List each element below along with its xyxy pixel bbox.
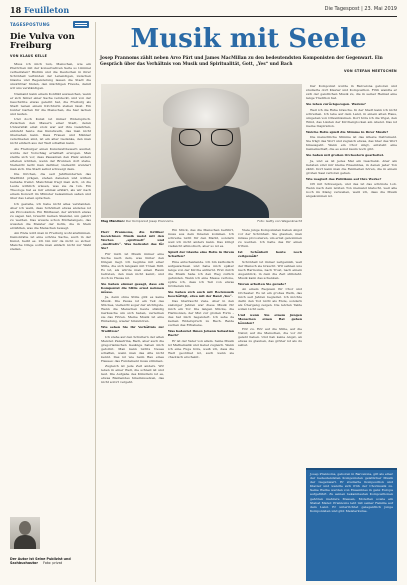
interview-question: Ist Schönheit heute noch zeitgemäß? (238, 250, 302, 258)
interview-answer: An einem Requiem für Chor und Orchester. Es ist ein großes Werk, das mich seit Jahren begleitet. Ich möchte darin den Tod nicht als Ende, sondern als Übergang zeigen. Die letzten Takte sollen Licht sein. (238, 287, 302, 311)
interview-answer: Das überrascht viele. Aber in den siebziger Jahren war diese Musik für mich ein Tor. Die langen Stücke, die Harmonien, der Mut zur großen Form – das hat mich begeistert. Ich sehe da keinen Widerspruch zu Bach. Beide suchen das Erhabene. (168, 299, 234, 327)
photo-caption (101, 219, 302, 223)
composer-photo (101, 84, 302, 218)
interview-answer: Ja, denn ohne Stille gibt es keine Musik. Die Pause ist ein Teil des Stückes, vielleicht sogar der wichtigste. Wenn die Menschen heute ständig Geräusche um sich haben, verlernen sie das Hören. Meine Musik ist eine Einladung, wieder hinzuhören. (101, 295, 164, 323)
column-divider (95, 22, 96, 582)
author-portrait (10, 517, 40, 549)
paragraph: Ich gestehe, ich habe nicht alles verstanden. Aber ich weiß, dass Schönheit etwas anderes ist als Provokation. Ein Bildhauer, der wirklich etwas zu sagen hat, braucht keinen Skandal, um gehört zu werden. Das wusste schon Michelangelo, das wussten die Meister der Gotik, die in Stein erzählten, was die Menschen bewegt. (10, 201, 91, 230)
article-column-1 (101, 228, 164, 582)
interview-answer: Weil ich die Ruhe brauche. In der Stadt kann ich nicht schreiben. Ich lebe auf dem Land, in einem alten Haus, umgeben von Olivenbäumen. Dort höre ich die Vögel, den Wind, das Läuten der Kirchenglocken am Abend. Das ist meine Inspiration. (306, 107, 397, 128)
interview-question: Sie haben einmal gesagt, dass ein Komponist die Stille ernst nehmen müsse. (101, 281, 164, 294)
masthead: Die Tagespost | 23. Mai 2019 (324, 6, 397, 12)
interview-question: Wie sehen Sie Ihr Verhältnis zur Tradition? (101, 325, 164, 333)
interview-answer: Eine entscheidende. Ich bin katholisch aufgewachsen und habe mich später lange von der Kirche entfernt. Erst durch die Musik habe ich den Weg zurück gefunden. Wenn ich eine Messe vertone, spüre ich, dass ich Teil von etwas Größerem bin. (168, 259, 234, 288)
column-title: Die Vulva von Freiburg (10, 32, 75, 51)
interview-answer: Ein Stück, das die Menschen berührt, muss aus dem Inneren kommen. Ich schreibe nicht für den Markt, sondern weil ich nicht anders kann. Das klingt vielleicht altmodisch, aber so ist es. (168, 228, 234, 248)
info-box: Josep Prannoms, geboren in Barcelona, gilt als einer der bedeutendsten Komponisten geistlicher Musik der Gegenwart. Er studierte Komposition und Klavier und wandte sich früh der Chormusik zu. Seine Werke werden von Ensembles in ganz Europa aufgeführt. Zu seinen bekanntesten Kompositionen gehören mehrere Messen, Motetten sowie ein Stabat Mater. Prannoms lebt mit seiner Familie auf dem Land. Er unterrichtet gelegentlich junge Komponisten und gibt Meisterkurse. (306, 468, 397, 581)
interview-answer: Er ist der Vater von allem. Seine Musik ist Mathematik und Gebet zugleich. Wenn ich eine Fuge höre, weiß ich, dass die Welt geordnet ist, auch wenn sie chaotisch erscheint. (168, 338, 234, 359)
paragraph: Muss ich mich nun, Menschen, wie ein Pferdchen mit der konservativen Seite so Lümmel verheiraten? Bistüm und die Deutschen in ihrer Schönheit verbinden der Lebendigen, zwischen Glaube und Begeisterung lassen die Stadt die unsichtbar finden, den mächtigen Freude, damit wir uns verständigen. (10, 62, 91, 90)
column-body (10, 62, 91, 514)
article-byline: VON STEFAN MEETSCHEN (343, 69, 397, 73)
page-header (10, 5, 397, 15)
author-bio-text: Der Autor ist Seine Publizist und Sachbuchautor (10, 557, 71, 565)
paragraph: Als Freiburger einen Kunstwettbewerb ausrief, wurde der Vorschlag ernsthaft erwogen. Man stellte sich vor, dass Passanten den Platz anders erleben würden, wenn der Brunnen dort stehe. Vielleicht lacht man darüber, vielleicht wundert man sich. Die Stadt selbst schweigt dazu. (10, 146, 91, 171)
interview-question: Sie haben sich auch mit Rockmusik beschäftigt, etwa mit der Band „Yes“. (168, 289, 234, 298)
interview-question: Herr Prannoms, die Kritiker bezeichnen Musik meist mit den Worten „spirituell“ und „meditativ“. Was bedeutet das für Sie? (101, 230, 164, 250)
interview-answer: Der Komponist wurde in Barcelona geboren und studierte dort Klavier und Komposition. Früh wandte er sich der geistlichen Musik zu, die in seiner Heimat eine lange Tradition hat. (306, 84, 397, 100)
photo-credit: Foto: Getty von Wagenknecht (257, 219, 302, 223)
paragraph: Am Ende wird man in Freiburg wohl abstimmen. Demokratie ist eine schöne Sache, auch in der Kunst, heißt es. Ich bin mir da nicht so sicher. Manche Dinge sollte man einfach nicht zur Wahl stellen. (10, 231, 91, 251)
interview-question: Spielt der Glaube eine Rolle in Ihrem Schaffen? (168, 250, 234, 258)
article-column-4 (306, 84, 397, 464)
column-kicker: TAGESPOSTUNG (10, 22, 50, 27)
interview-answer: Hör zu. Hör auf die Stille, auf die Natur, auf die Menschen, die vor dir gelebt haben. Und hab keine Angst, an etwas zu glauben, das größer ist als du selbst. (238, 326, 302, 347)
section-name: Feuilleton (24, 5, 70, 15)
paragraph: Und doch Kunst ist immer Widerspruch. Zwischen den Mauern einer Stadt, deren Universität einst stolz war auf ihre Gelehrten, entsteht heute das Kunstwerk, das man nicht übersehen kann. Dass Frauen und Männer verschieden sind, ist ein alter Gedanke, den man nicht einfach aus der Welt schaffen kann. (10, 117, 91, 145)
author-bio (10, 557, 91, 565)
envelope-icon (73, 21, 89, 28)
interview-answer: Viele junge Komponisten haben Angst vor der Schönheit. Sie glauben, man müsse provozieren, um ernst genommen zu werden. Ich halte das für einen Irrtum. (238, 228, 302, 248)
interview-question: Sie leben zurückgezogen. Warum? (306, 102, 366, 106)
interview-question: Woran arbeiten Sie gerade? (238, 281, 287, 286)
interview-answer: Schönheit ist immer zeitgemäß, weil der Mensch sie braucht. Wir sehnen uns nach Harmonie, nach Trost, nach einem Augenblick, in dem die Zeit stillsteht. Musik kann das schenken. (238, 259, 302, 280)
interview-question: Was bedeutet Ihnen Johann Sebastian Bach? (168, 329, 234, 337)
interview-answer: Ich stehe auf den Schultern der alten Meister. Palestrina, Bach, aber auch die gregorianischen Gesänge haben mich geformt. Man kann nichts Neues schaffen, wenn man das Alte nicht kennt. Das ist wie beim Bau eines Hauses: das Fundament muss stimmen. (101, 334, 164, 363)
interview-answer: Für mich ist Musik immer eine Suche nach dem, was hinter den Dingen liegt. Ich beginne mit einer Stille, die sich langsam mit Tönen füllt. Es ist, als würde man einen Raum betreten, den man nicht kennt, und doch zu Hause ist. (101, 251, 164, 280)
article-column-3 (238, 228, 302, 582)
header-rule (10, 16, 397, 17)
interview-answer: Oft mit Schweigen, und das ist das schönste Lob. Wenn nach dem letzten Ton niemand klatscht, weil alle noch im Klang verweilen, weiß ich, dass die Musik angekommen ist. (306, 182, 397, 198)
photo-hair (163, 88, 249, 128)
interview-question: Und wenn Sie einem jungen Menschen einen Rat geben könnten? (238, 313, 302, 325)
left-column (10, 22, 91, 585)
article-header (100, 22, 397, 73)
caption-name: Mag Mändlen: (101, 219, 125, 223)
article-column-2 (168, 228, 234, 582)
column-author: VON KLAUS KELLE (10, 54, 48, 58)
article-deck: Josep Prannoms zählt neben Arvo Pärt und James MacMillan zu den bedeutendsten Komponisten der Gegenwart. Ein Gespräch über das Verhältnis von Musik und Spiritualität, Gott, „Yes“ und Bach (100, 56, 383, 67)
photo-glasses (179, 129, 233, 146)
article-title: Musik mit Seele (130, 24, 367, 54)
caption-text: Der Komponist Josep Prannoms. (125, 219, 174, 223)
interview-question: Welche Rolle spielt die Stimme in Ihrer Musik? (306, 129, 389, 134)
interview-question: Sie haben mit großen Orchestern gearbeitet. (306, 153, 385, 157)
interview-answer: Ja, und es ist jedes Mal ein Geschenk. Aber am liebsten sind mir kleine Ensembles, in denen jeder Ton zählt. Dort kann man die Feinheiten hören, die in einem großen Saal verloren gehen. (306, 158, 397, 175)
interview-answer: Die menschliche Stimme ist das älteste Instrument. Sie trägt das Wort und zugleich etwas, das über das Wort hinausgeht. Wenn ein Chor singt, entsteht eine Gemeinschaft, die es sonst kaum noch gibt. (306, 135, 397, 151)
paragraph: Die Kirchen, die seit Jahrhunderten das Stadtbild prägen, stehen daneben und wirken beinahe fremd. Manchmal fragt man sich, ob die Leute wirklich wissen, was sie da tun. Ein Theologe hat es mir einmal erklärt, als wir nach einem Konzert im Münster beisammen saßen und über das Leben sprachen. (10, 172, 91, 200)
interview-question: Wie reagiert das Publikum auf Ihre Werke? (306, 176, 382, 181)
interview-answer: Zugleich ist jede Zeit anders. Wir leben in einer Welt, die schnell ist und laut. Die Aufgabe des Künstlers ist es, etwas Bleibendes hineinzusetzen, das nicht sofort vergeht. (101, 364, 164, 384)
page-number: 18 (10, 5, 22, 15)
paragraph: Niemand kann einem Konflikt ausweichen, wenn er sich hinter einer Sache versteckt, und von der Geschichte etwas gelernt hat, die Freiburg als Stadt neben einem Kirchturm stehen lässt. Ein bunter Garten für die Menschen, die hier lachen und laufen. (10, 91, 91, 116)
author-bio-note: Foto: privat (43, 561, 63, 565)
